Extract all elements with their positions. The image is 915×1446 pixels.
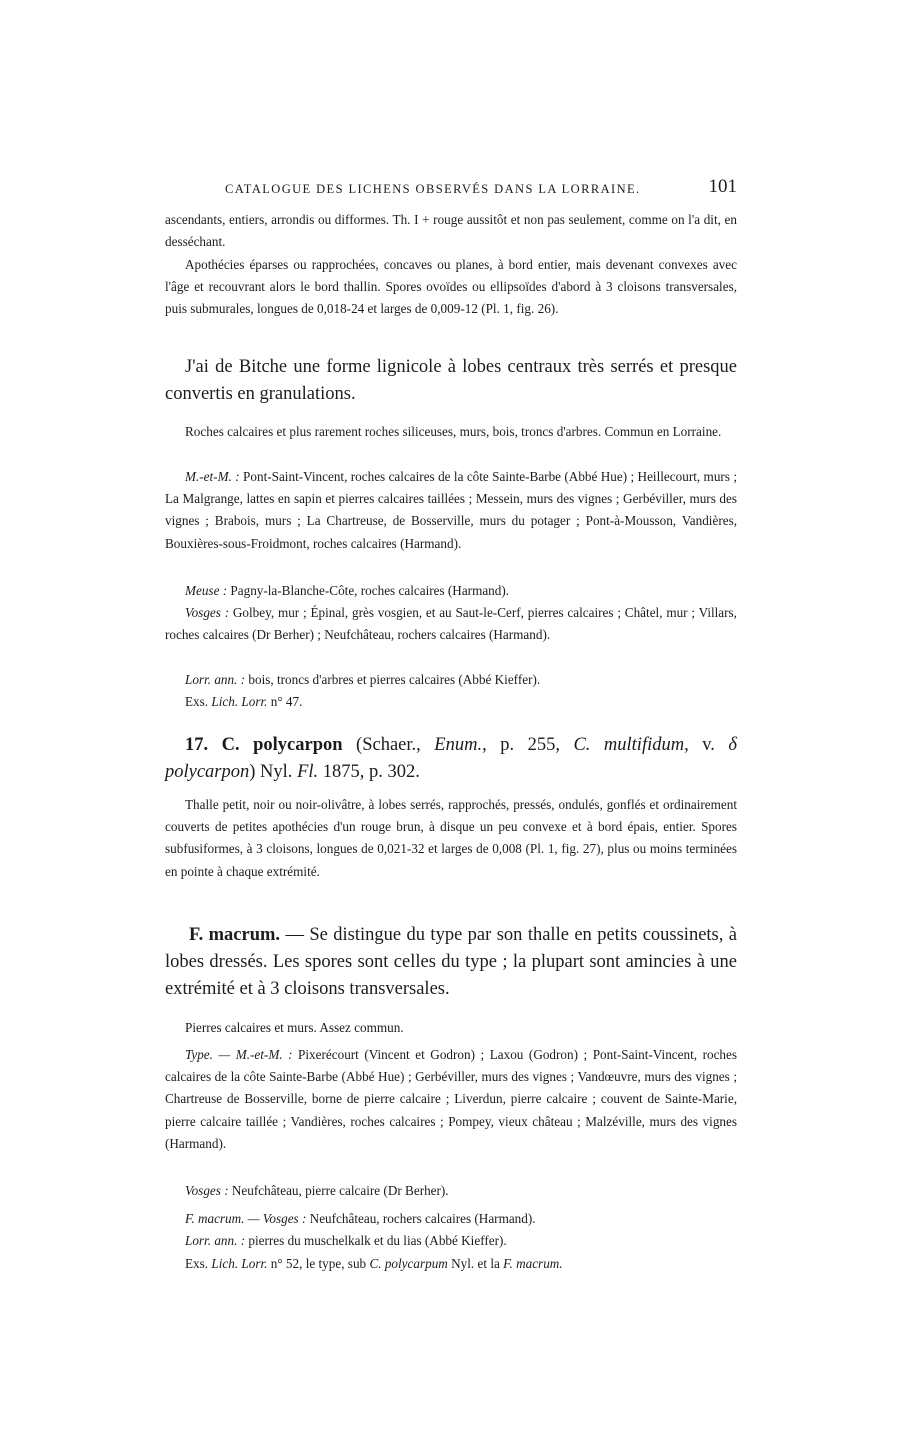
paragraph-bitche-form [165,354,737,408]
paragraph-text: Apothécies éparses ou rapprochées, concaves ou planes, à bord entier, mais devenant convexes avec l'âge et recouvrant alors le bord thallin. Spores ovoïdes ou ellipsoïdes d'abord à 3 cloisons transversales, puis submurales, longues de 0,018-24 et larges de 0,009-12 (Pl. 1, fig. 26). [165,257,737,317]
paragraph-text: Pagny-la-Blanche-Côte, roches calcaires (Harmand). [227,583,510,598]
species-synonym: C. polycarpum [369,1256,448,1271]
page-number: 101 [708,176,737,197]
paragraph-locality-macrum-vosges [165,1208,737,1230]
paragraph-text: Pont-Saint-Vincent, roches calcaires de la côte Sainte-Barbe (Abbé Hue) ; Heillecourt, murs ; La Malgrange, lattes en sapin et pierres calcaires taillées ; Messein, murs des vignes ; Gerbéviller, murs des vignes ; Brabois, murs ; La Chartreuse, de Bosserville, murs du potager ; Pont-à-Mousson, Vandières, Bouxières-sous-Froidmont, roches calcaires (Harmand). [165,469,737,551]
region-label: Vosges : [185,605,230,620]
region-label: F. macrum. — Vosges : [185,1211,307,1226]
exsiccata-prefix: Exs. [185,694,212,709]
citation-text: 1875, p. 302. [318,762,420,782]
citation-text: , p. 255, [482,735,574,755]
running-header [225,176,737,202]
paragraph-locality-meuse [165,580,737,602]
citation-work: Fl. [297,762,319,782]
citation-work: Enum. [434,735,483,755]
paragraph-habitat-macrum [165,1017,737,1039]
paragraph-locality-lorraine-annexee-2 [165,1230,737,1252]
exsiccata-label: Lich. Lorr. [211,1256,268,1271]
citation-text: (Schaer., [342,735,435,755]
region-label: Vosges : [185,1183,229,1198]
paragraph-text: Golbey, mur ; Épinal, grès vosgien, et au Saut-le-Cerf, pierres calcaires ; Châtel, mur ; Villars, roches calcaires (Dr Berher) ; Neufchâteau, rochers calcaires (Harmand). [165,605,737,643]
paragraph-text: Neufchâteau, pierre calcaire (Dr Berher). [228,1183,449,1198]
species-name: 17. C. polycarpon [185,735,343,755]
paragraph-text: Neufchâteau, rochers calcaires (Harmand). [306,1211,536,1226]
paragraph-locality-vosges-type [165,1180,737,1202]
region-label: Lorr. ann. : [185,672,246,687]
paragraph-text: — Se distingue du type par son thalle en petits coussinets, à lobes dressés. Les spores sont celles du type ; la plupart sont amincies à une extrémité et à 3 cloisons transversales. [165,925,737,999]
citation-variety: δ polycarpon [165,735,737,782]
citation-text: v. [688,735,729,755]
paragraph-locality-vosges [165,602,737,646]
exsiccata-prefix: Exs. [185,1256,212,1271]
paragraph-text: Pixerécourt (Vincent et Godron) ; Laxou (Godron) ; Pont-Saint-Vincent, roches calcaires de la côte Sainte-Barbe (Abbé Hue) ; Gerbéviller, murs des vignes ; Vandœuvre, murs des vignes ; Chartreuse de Bosserville, borne de pierre calcaire ; Liverdun, pierre calcaire ; couvent de Sainte-Marie, pierre calcaire taillée ; Vandières, roches calcaires ; Pompey, vieux château ; Malzéville, murs des vignes (Harmand). [165,1047,737,1151]
paragraph-locality-type [165,1044,737,1155]
paragraph-form-macrum [165,922,737,1003]
paragraph-text: ascendants, entiers, arrondis ou difformes. Th. I + rouge aussitôt et non pas seulement, comme on l'a dit, en desséchant. [165,212,737,250]
exsiccata-label: Lich. Lorr. [211,694,268,709]
paragraph-spore-thallus-end [165,209,737,253]
region-label: Lorr. ann. : [185,1233,246,1248]
form-name: F. macrum. [189,925,281,945]
paragraph-habitat [165,421,737,443]
paragraph-locality-lorraine-annexee [165,669,737,691]
paragraph-text: Nyl. et la [447,1256,504,1271]
citation-text: ) Nyl. [249,762,298,782]
form-name: F. macrum. [503,1256,563,1271]
paragraph-text: pierres du muschelkalk et du lias (Abbé Kieffer). [245,1233,507,1248]
region-label: Type. — M.-et-M. : [185,1047,293,1062]
paragraph-exsiccata [165,691,737,713]
paragraph-text: Thalle petit, noir ou noir-olivâtre, à lobes serrés, rapprochés, pressés, ondulés, gonflés et ordinairement couverts de petites apothécies d'un rouge brun, à disque un peu convexe et à bord épais, entier. Spores subfusiformes, à 3 cloisons, longues de 0,021-32 et larges de 0,008 (Pl. 1, fig. 27), plus ou moins terminées en pointe à chaque extrémité. [165,797,737,879]
paragraph-text: n° 52, le type, sub [267,1256,370,1271]
paragraph-text: bois, troncs d'arbres et pierres calcaires (Abbé Kieffer). [245,672,541,687]
running-title: CATALOGUE DES LICHENS OBSERVÉS DANS LA LORRAINE. [225,182,641,196]
paragraph-text: Pierres calcaires et murs. Assez commun. [185,1020,404,1035]
region-label: Meuse : [185,583,228,598]
paragraph-apothecies [165,254,737,321]
paragraph-exsiccata-2 [165,1253,737,1275]
paragraph-text: n° 47. [267,694,303,709]
species-heading-17 [165,732,737,786]
paragraph-text: Roches calcaires et plus rarement roches siliceuses, murs, bois, troncs d'arbres. Commun en Lorraine. [185,424,722,439]
paragraph-locality-meurthe-et-moselle [165,466,737,555]
paragraph-thallus-description [165,794,737,883]
region-label: M.-et-M. : [185,469,240,484]
citation-synonym: C. multifidum, [573,735,689,755]
paragraph-text: J'ai de Bitche une forme lignicole à lobes centraux très serrés et presque convertis en granulations. [165,357,737,404]
